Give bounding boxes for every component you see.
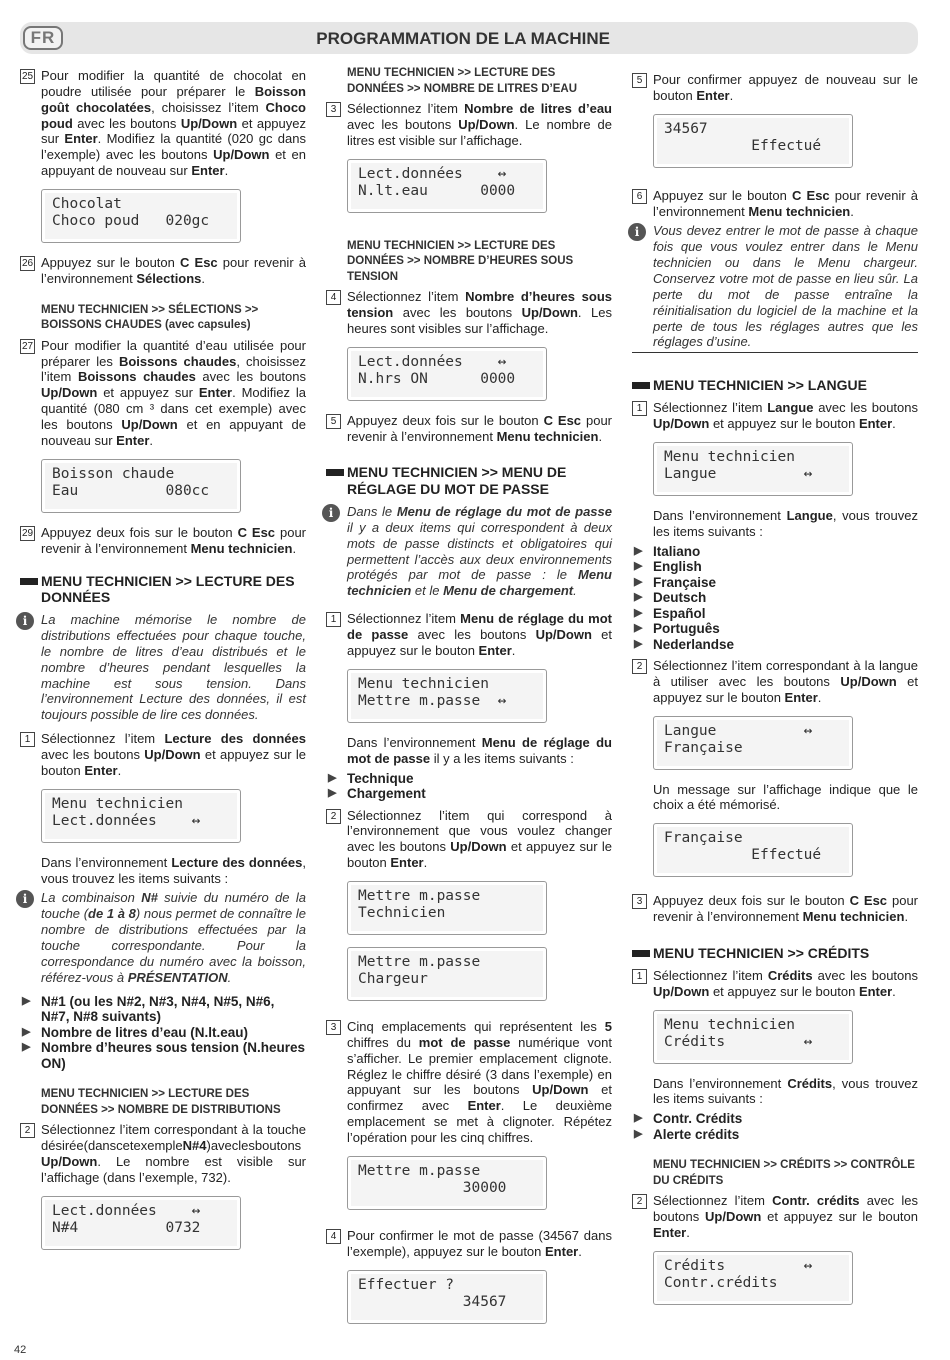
info-note: i La machine mémorise le nombre de distributions effectuées pour chaque touche, le nombre de litres d’eau distribués et le nombre d’heures pendant lesquelles la machine est sous tension. Dans l’environnement Lecture des données, il est toujours possible de lire ces données. [20, 612, 306, 723]
paragraph: Dans l’environnement Lecture des données, vous trouvez les items suivants : [41, 854, 306, 886]
list-item: ▶ Alerte crédits [634, 1126, 740, 1142]
subsection-heading: MENU TECHNICIEN >> LECTURE DES DONNÉES >> NOMBRE D’HEURES SOUS TENSION [347, 239, 574, 283]
step-number: 1 [326, 612, 341, 627]
list-item: ▶ Português [634, 621, 720, 637]
triangle-right-icon: ▶ [634, 637, 643, 650]
step-number: 2 [632, 1194, 647, 1209]
triangle-right-icon: ▶ [634, 1112, 643, 1125]
step-2: 2 Sélectionnez l’item qui correspond à l’environnement que vous voulez changer avec les boutons Up/Down et appuyez sur le bouton Enter. [326, 808, 612, 871]
lcd-display: Lect.données ↔ N.hrs ON 0000 [347, 347, 547, 401]
paragraph: Un message sur l’affichage indique que le choix a été mémorisé. [653, 781, 918, 813]
step-number: 5 [632, 73, 647, 88]
section-heading: MENU TECHNICIEN >> MENU DE RÉGLAGE DU MOT DE PASSE [326, 464, 612, 498]
step-2: 2 Sélectionnez l’item Contr. crédits avec les boutons Up/Down et appuyez sur le bouton Enter. [632, 1193, 918, 1241]
step-number: 3 [632, 894, 647, 909]
step-3: 3 Appuyez deux fois sur le bouton C Esc pour revenir à l’environnement Menu technicien. [632, 893, 918, 925]
step-25: 25 Pour modifier la quantité de chocolat en poudre utilisée pour préparer le Boisson goût chocolatées, choisissez l’item Choco poud avec les boutons Up/Down et appuyez sur Enter. Modifiez la quantité (020 gc dans l’exemple) avec les boutons Up/Down et en appuyant de nouveau sur Enter. [21, 68, 307, 179]
list-item: ▶ N#1 (ou les N#2, N#3, N#4, N#5, N#6, N#7, N#8 suivants) [22, 993, 275, 1025]
step-1: 1 Sélectionnez l’item Menu de réglage du mot de passe avec les boutons Up/Down et appuyez sur le bouton Enter. [326, 611, 612, 659]
subsection-heading: MENU TECHNICIEN >> LECTURE DES DONNÉES >> NOMBRE DE DISTRIBUTIONS [41, 1088, 281, 1116]
triangle-right-icon: ▶ [634, 575, 643, 588]
list-item: ▶ Español [634, 605, 706, 621]
lcd-display: Menu technicien Crédits ↔ [653, 1010, 853, 1064]
language-badge: FR [23, 26, 63, 50]
step-number: 2 [326, 809, 341, 824]
section-heading: MENU TECHNICIEN >> LANGUE [632, 377, 918, 394]
step-29: 29 Appuyez deux fois sur le bouton C Esc pour revenir à l’environnement Menu technicien. [21, 524, 307, 556]
step-number: 3 [326, 102, 341, 117]
list-item: ▶ Nederlandse [634, 636, 735, 652]
lcd-display: Langue ↔ Française [653, 716, 853, 770]
step-number: 1 [20, 732, 35, 747]
page-number: 42 [14, 1344, 27, 1356]
lcd-display: Lect.données ↔ N.lt.eau 0000 [347, 159, 547, 213]
triangle-right-icon: ▶ [22, 1041, 31, 1054]
info-icon: i [16, 612, 34, 630]
subsection-heading: MENU TECHNICIEN >> SÉLECTIONS >> BOISSONS CHAUDES (avec capsules) [41, 303, 259, 332]
lcd-display: Menu technicien Mettre m.passe ↔ [347, 669, 547, 723]
list-item: ▶ English [634, 559, 702, 575]
step-2: 2 Sélectionnez l’item correspondant à la touche désirée(danscetexempleN#4)aveclesboutons Up/Down. Le nombre est visible sur l’affichage (dans l’exemple, 732). [20, 1122, 306, 1185]
step-number: 29 [21, 527, 34, 539]
language-list [632, 544, 918, 653]
triangle-right-icon: ▶ [634, 1127, 643, 1140]
step-number: 1 [632, 401, 647, 416]
list-item: ▶ Italiano [634, 543, 701, 559]
triangle-right-icon: ▶ [634, 591, 643, 604]
step-2: 2 Sélectionnez l’item correspondant à la langue à utiliser avec les boutons Up/Down et appuyez sur le bouton Enter. [632, 658, 918, 706]
info-icon: i [322, 504, 340, 522]
list-item: ▶ Contr. Crédits [634, 1111, 743, 1127]
section-heading: MENU TECHNICIEN >> CRÉDITS [632, 945, 918, 962]
column-2 [326, 68, 612, 1336]
item-list [326, 771, 612, 802]
section-bar-icon [632, 382, 650, 389]
column-3 [632, 68, 918, 1317]
lcd-display: Menu technicien Langue ↔ [653, 442, 853, 496]
item-list [20, 994, 306, 1072]
lcd-display: Effectuer ? 34567 [347, 1270, 547, 1324]
triangle-right-icon: ▶ [634, 606, 643, 619]
step-3: 3 Sélectionnez l’item Nombre de litres d’eau avec les boutons Up/Down. Le nombre de litres est visible sur l’affichage. [326, 101, 612, 149]
list-item: ▶ Deutsch [634, 590, 707, 606]
lcd-display: 34567 Effectué [653, 114, 853, 168]
triangle-right-icon: ▶ [22, 994, 31, 1007]
triangle-right-icon: ▶ [328, 787, 337, 799]
section-bar-icon [20, 578, 38, 585]
info-icon: i [628, 223, 646, 241]
section-bar-icon [632, 950, 650, 957]
item-list [632, 1111, 918, 1142]
lcd-display: Menu technicien Lect.données ↔ [41, 789, 241, 843]
step-1: 1 Sélectionnez l’item Crédits avec les boutons Up/Down et appuyez sur le bouton Enter. [632, 968, 918, 1000]
lcd-display: Mettre m.passe Chargeur [347, 947, 547, 1001]
triangle-right-icon: ▶ [634, 560, 643, 573]
section-bar-icon [326, 469, 344, 476]
lcd-display: Mettre m.passe Technicien [347, 881, 547, 935]
step-number: 6 [632, 189, 647, 204]
step-3: 3 Cinq emplacements qui représentent les 5 chiffres du mot de passe numérique vont s’afficher. Le premier emplacement clignote. Réglez le chiffre désiré (3 dans l’exemple) en appuyant sur les boutons Up/Down et confirmez avec Enter. Le deuxième emplacement se met à clignoter. Répétez l’opération pour les cinq chiffres. [326, 1019, 612, 1146]
subsection-heading: MENU TECHNICIEN >> CRÉDITS >> CONTRÔLE DU CRÉDITS [653, 1159, 915, 1187]
step-number: 27 [21, 340, 34, 352]
step-number: 4 [326, 1229, 341, 1244]
triangle-right-icon: ▶ [634, 544, 643, 557]
step-number: 2 [20, 1123, 35, 1138]
step-5: 5 Pour confirmer appuyez de nouveau sur le bouton Enter. [632, 72, 918, 104]
step-number: 4 [326, 290, 341, 305]
triangle-right-icon: ▶ [22, 1025, 31, 1038]
step-5: 5 Appuyez deux fois sur le bouton C Esc pour revenir à l’environnement Menu technicien. [326, 413, 612, 445]
step-4: 4 Pour confirmer le mot de passe (34567 dans l’exemple), appuyez sur le bouton Enter. [326, 1228, 612, 1260]
paragraph: Dans l’environnement Crédits, vous trouvez les items suivants : [653, 1075, 918, 1107]
step-1: 1 Sélectionnez l’item Langue avec les boutons Up/Down et appuyez sur le bouton Enter. [632, 400, 918, 432]
triangle-right-icon: ▶ [634, 622, 643, 635]
step-6: 6 Appuyez sur le bouton C Esc pour revenir à l’environnement Menu technicien. [632, 188, 918, 220]
lcd-display: Mettre m.passe 30000 [347, 1156, 547, 1210]
list-item: ▶ Française [634, 574, 717, 590]
paragraph: Dans l’environnement Langue, vous trouvez les items suivants : [653, 507, 918, 539]
list-item: ▶ Nombre de litres d’eau (N.lt.eau) [22, 1024, 249, 1040]
info-note: i Dans le Menu de réglage du mot de passe il y a deux items qui correspondent à deux mots de passe distincts et obligatoires qui permettent l’accès aux deux environnements protégés par mot de passe : le Menu technicien et le Menu de chargement. [326, 504, 612, 599]
step-number: 25 [21, 71, 34, 82]
lcd-display: Crédits ↔ Contr.crédits [653, 1251, 853, 1305]
step-4: 4 Sélectionnez l’item Nombre d’heures sous tension avec les boutons Up/Down. Les heures sont visibles sur l’affichage. [326, 289, 612, 337]
list-item: ▶ Nombre d’heures sous tension (N.heures ON) [22, 1040, 306, 1071]
info-icon: i [16, 890, 34, 908]
lcd-display: Française Effectué [653, 823, 853, 877]
list-item: ▶ Chargement [328, 786, 426, 801]
section-heading: MENU TECHNICIEN >> LECTURE DES DONNÉES [20, 573, 306, 607]
info-note: i Vous devez entrer le mot de passe à chaque fois que vous voulez entrer dans le Menu technicien ou dans le Menu chargeur. Conservez votre mot de passe en lieu sûr. La perte du mot de passe entraîne la réinitialisation du logiciel de la machine et la perte de tous les réglages autres que les réglages d’usine. [632, 223, 918, 353]
step-number: 5 [326, 414, 341, 429]
lcd-display: Boisson chaude Eau 080cc [41, 459, 241, 513]
step-number: 3 [326, 1020, 341, 1035]
step-26: 26 Appuyez sur le bouton C Esc pour revenir à l’environnement Sélections. [21, 255, 306, 286]
step-number: 26 [21, 258, 34, 270]
lcd-display: Lect.données ↔ N#4 0732 [41, 1196, 241, 1250]
info-note: i La combinaison N# suivie du numéro de la touche (de 1 à 8) nous permet de connaître le nombre de distributions effectuées par la touche correspondante. Pour la correspondance du numéro avec la boisson, référez-vous à PRÉSENTATION. [20, 890, 306, 985]
lcd-display: Chocolat Choco poud 020gc [41, 189, 241, 243]
step-number: 1 [632, 969, 647, 984]
column-1 [20, 68, 306, 1262]
step-number: 2 [632, 659, 647, 674]
step-27: 27 Pour modifier la quantité d’eau utilisée pour préparer les Boissons chaudes, choisissez l’item Boissons chaudes avec les boutons Up/Down et appuyez sur Enter. Modifiez la quantité (080 cm ³ dans cet exemple) avec les boutons Up/Down et en appuyant de nouveau sur Enter. [21, 337, 306, 448]
step-1: 1 Sélectionnez l’item Lecture des données avec les boutons Up/Down et appuyez sur le bouton Enter. [20, 731, 306, 779]
page-title: PROGRAMMATION DE LA MACHINE [316, 29, 610, 48]
page-header [20, 22, 918, 54]
subsection-heading: MENU TECHNICIEN >> LECTURE DES DONNÉES >> NOMBRE DE LITRES D’EAU [347, 67, 578, 95]
triangle-right-icon: ▶ [328, 771, 337, 784]
paragraph: Dans l’environnement Menu de réglage du mot de passe il y a les items suivants : [347, 734, 612, 766]
list-item: ▶ Technique [328, 770, 414, 786]
